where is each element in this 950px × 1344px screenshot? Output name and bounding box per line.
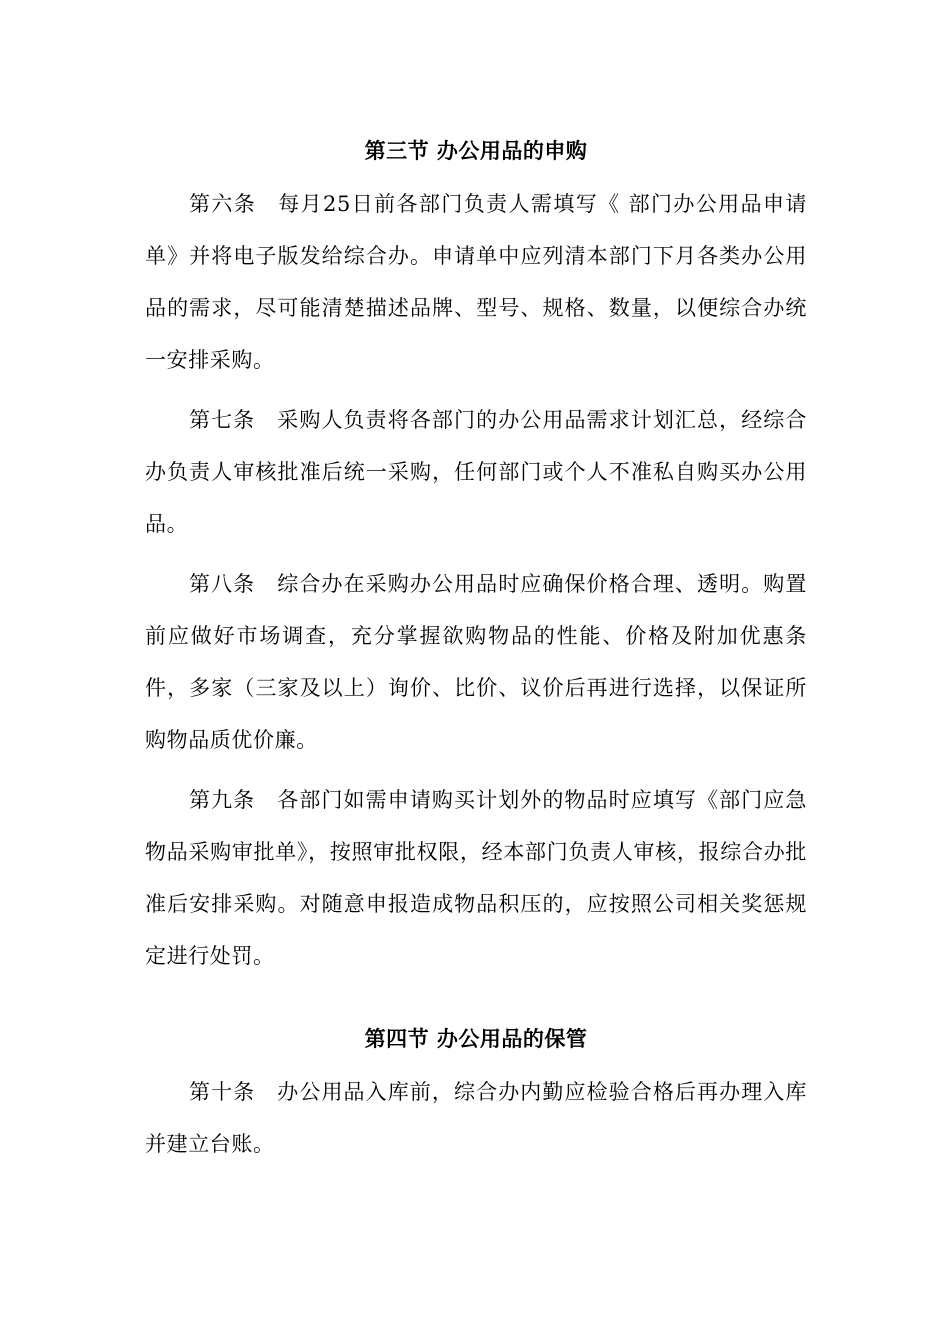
- article-7: [145, 394, 807, 550]
- article-10: [145, 1066, 807, 1170]
- article-number: 第六条: [189, 192, 257, 216]
- article-number: 第十条: [189, 1080, 256, 1104]
- article-number: 第九条: [189, 788, 256, 812]
- article-text: 每月25日前各部门负责人需填写《 部门办公用品申请单》并将电子版发给综合办。申请单中应列清本部门下月各类办公用品的需求，尽可能清楚描述品牌、型号、规格、数量，以便综合办统一安排采购。: [145, 192, 807, 372]
- article-text: 综合办在采购办公用品时应确保价格合理、透明。购置前应做好市场调查，充分掌握欲购物品的性能、价格及附加优惠条件，多家（三家及以上）询价、比价、议价后再进行选择，以保证所购物品质优价廉。: [145, 572, 807, 752]
- article-text: 各部门如需申请购买计划外的物品时应填写《部门应急物品采购审批单》，按照审批权限，经本部门负责人审核，报综合办批准后安排采购。对随意申报造成物品积压的，应按照公司相关奖惩规定进行处罚。: [145, 788, 807, 968]
- article-text: 采购人负责将各部门的办公用品需求计划汇总，经综合办负责人审核批准后统一采购，任何部门或个人不准私自购买办公用品。: [145, 408, 807, 536]
- article-9: [145, 774, 807, 982]
- section-heading-4: 第四节 办公用品的保管: [364, 1026, 588, 1051]
- article-8: [145, 558, 807, 766]
- article-number: 第八条: [189, 572, 256, 596]
- article-text: 办公用品入库前，综合办内勤应检验合格后再办理入库并建立台账。: [145, 1080, 807, 1156]
- article-6: [145, 178, 807, 386]
- section-heading-3: 第三节 办公用品的申购: [364, 138, 588, 163]
- article-number: 第七条: [189, 408, 256, 432]
- document-page: [145, 130, 807, 1170]
